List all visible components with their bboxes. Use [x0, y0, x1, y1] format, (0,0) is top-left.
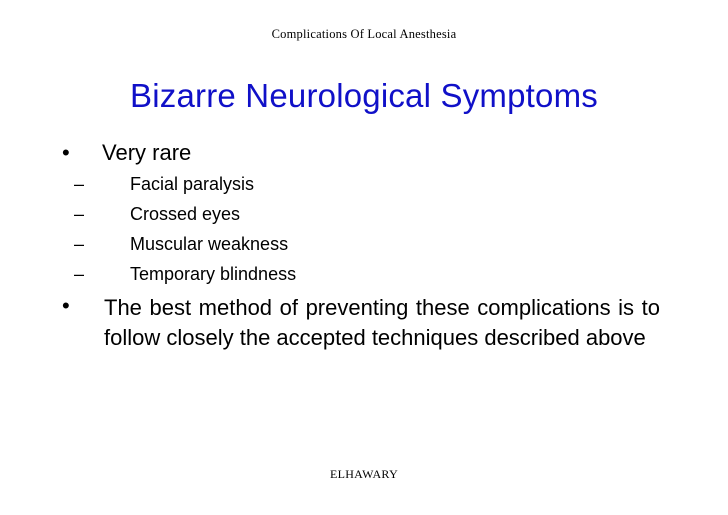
- bullet-paragraph: The best method of preventing these complications is to follow closely the accepted techniques described above: [104, 295, 660, 350]
- bullet-marker: •: [62, 140, 70, 165]
- sub-item-text: Crossed eyes: [130, 204, 241, 224]
- sub-item-marker: –: [74, 264, 85, 284]
- sub-item-marker: –: [74, 204, 85, 224]
- sub-item-text: Facial paralysis: [130, 174, 255, 194]
- sub-item-marker: –: [74, 174, 85, 194]
- slide-title: Bizarre Neurological Symptoms: [130, 77, 598, 114]
- slide-footer: ELHAWARY: [329, 467, 399, 481]
- slide-header: Complications Of Local Anesthesia: [271, 27, 457, 41]
- sub-item-marker: –: [74, 234, 85, 254]
- bullet-text: Very rare: [102, 140, 192, 165]
- sub-item-text: Temporary blindness: [130, 264, 297, 284]
- bullet-marker: •: [62, 293, 70, 318]
- sub-item-text: Muscular weakness: [130, 234, 289, 254]
